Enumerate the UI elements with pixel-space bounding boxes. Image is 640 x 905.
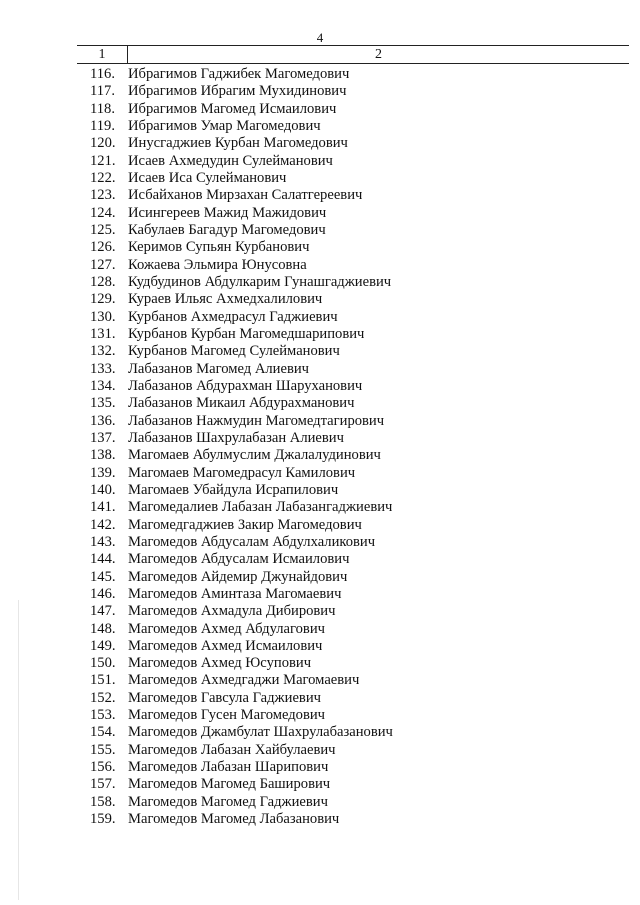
list-item-number: 119. — [90, 117, 115, 134]
list-item-name: Курбанов Ахмедрасул Гаджиевич — [128, 308, 338, 325]
list-item-name: Ибрагимов Гаджибек Магомедович — [128, 66, 350, 82]
list-item-name: Курбанов Магомед Сулейманович — [128, 343, 340, 360]
list-item-name: Магомедов Абдусалам Абдулхаликович — [128, 533, 376, 550]
list-item-name: Магомедов Айдемир Джунайдович — [128, 568, 348, 585]
list-item-number: 148. — [90, 620, 116, 637]
list-item — [77, 395, 629, 412]
list-item — [77, 482, 629, 499]
list-item — [77, 690, 629, 707]
list-item-number: 126. — [90, 239, 116, 256]
list-item — [77, 499, 629, 516]
list-item-number: 145. — [90, 568, 116, 585]
list-item-number: 131. — [90, 325, 116, 342]
list-item — [77, 378, 629, 395]
list-item-number: 142. — [90, 516, 116, 533]
list-item-name: Магомедов Магомед Лабазанович — [128, 811, 340, 828]
list-item-name: Ибрагимов Умар Магомедович — [128, 117, 321, 134]
list-item-number: 153. — [90, 707, 116, 724]
list-item — [77, 586, 629, 603]
list-item-name: Керимов Супьян Курбанович — [128, 239, 310, 256]
list-item-number: 124. — [90, 204, 116, 221]
list-item-name: Магомаев Убайдула Исрапилович — [128, 481, 339, 498]
list-item — [77, 361, 629, 378]
list-item-number: 146. — [90, 585, 116, 602]
list-item-number: 127. — [90, 256, 116, 273]
list-item — [77, 569, 629, 586]
list-item — [77, 672, 629, 689]
list-item — [77, 759, 629, 776]
list-item-name: Магомедов Аминтаза Магомаевич — [128, 585, 342, 602]
list-item-number: 125. — [90, 221, 116, 238]
list-item-number: 134. — [90, 377, 116, 394]
list-item-number: 123. — [90, 187, 116, 204]
list-item — [77, 239, 629, 256]
list-item-number: 116. — [90, 66, 115, 82]
list-item-name: Магомедов Абдусалам Исмаилович — [128, 551, 350, 568]
list-item — [77, 326, 629, 343]
list-item-number: 118. — [90, 100, 115, 117]
list-item-number: 141. — [90, 499, 116, 516]
list-item — [77, 170, 629, 187]
list-item-name: Магомаев Абулмуслим Джалалудинович — [128, 447, 381, 464]
list-item — [77, 465, 629, 482]
list-item-number: 149. — [90, 637, 116, 654]
list-item-number: 138. — [90, 447, 116, 464]
list-item-name: Магомедов Ахмед Абдулагович — [128, 620, 325, 637]
list-item-name: Магомедгаджиев Закир Магомедович — [128, 516, 362, 533]
list-item-number: 154. — [90, 724, 116, 741]
list-item-number: 129. — [90, 291, 116, 308]
list-item — [77, 776, 629, 793]
list-item — [77, 187, 629, 204]
list-item-name: Магомедалиев Лабазан Лабазангаджиевич — [128, 499, 393, 516]
list-item — [77, 707, 629, 724]
list-item-name: Ибрагимов Ибрагим Мухидинович — [128, 83, 347, 100]
list-item — [77, 413, 629, 430]
list-item-name: Магомедов Лабазан Хайбулаевич — [128, 741, 336, 758]
list-item-number: 136. — [90, 412, 116, 429]
table-header — [77, 45, 629, 64]
list-item-name: Ибрагимов Магомед Исмаилович — [128, 100, 337, 117]
list-item — [77, 811, 629, 828]
list-item — [77, 274, 629, 291]
list-item-name: Исингереев Мажид Мажидович — [128, 204, 327, 221]
list-item-number: 133. — [90, 360, 116, 377]
list-item-number: 156. — [90, 759, 116, 776]
list-item-number: 130. — [90, 308, 116, 325]
list-item-number: 150. — [90, 655, 116, 672]
list-item-name: Магомедов Магомед Баширович — [128, 776, 331, 793]
list-item-number: 144. — [90, 551, 116, 568]
list-item — [77, 153, 629, 170]
list-item-name: Магомедов Гусен Магомедович — [128, 707, 326, 724]
list-item — [77, 603, 629, 620]
list-item — [77, 309, 629, 326]
list-item — [77, 724, 629, 741]
list-item-number: 158. — [90, 793, 116, 810]
list-item — [77, 742, 629, 759]
list-item — [77, 118, 629, 135]
list-item — [77, 534, 629, 551]
list-item — [77, 205, 629, 222]
list-item-name: Лабазанов Абдурахман Шаруханович — [128, 377, 363, 394]
list-item-number: 135. — [90, 395, 116, 412]
list-item-number: 143. — [90, 533, 116, 550]
column-header-name: 2 — [375, 47, 382, 62]
list-item — [77, 101, 629, 118]
list-item — [77, 551, 629, 568]
list-item-number: 137. — [90, 429, 116, 446]
list-item-number: 151. — [90, 672, 116, 689]
list-item — [77, 430, 629, 447]
list-item-number: 140. — [90, 481, 116, 498]
list-item-name: Исбайханов Мирзахан Салатгереевич — [128, 187, 363, 204]
list-item-name: Лабазанов Нажмудин Магомедтагирович — [128, 412, 385, 429]
scan-margin-line — [18, 600, 19, 900]
list-item-name: Магомедов Ахмед Юсупович — [128, 655, 312, 672]
list-item-number: 147. — [90, 603, 116, 620]
list-item-name: Исаев Ахмедудин Сулейманович — [128, 152, 333, 169]
list-item-number: 128. — [90, 273, 116, 290]
list-item — [77, 135, 629, 152]
list-item — [77, 655, 629, 672]
list-item — [77, 638, 629, 655]
list-item-number: 117. — [90, 83, 115, 100]
list-item-name: Кудбудинов Абдулкарим Гунашгаджиевич — [128, 273, 392, 290]
list-item-name: Магомедов Гавсула Гаджиевич — [128, 689, 321, 706]
list-item — [77, 517, 629, 534]
list-item-number: 152. — [90, 689, 116, 706]
page-number: 4 — [316, 30, 324, 45]
list-item-number: 157. — [90, 776, 116, 793]
column-header-number: 1 — [77, 46, 128, 63]
list-item — [77, 621, 629, 638]
list-item-number: 132. — [90, 343, 116, 360]
list-item — [77, 66, 629, 83]
list-item-name: Магомаев Магомедрасул Камилович — [128, 464, 356, 481]
list-item-name: Магомедов Магомед Гаджиевич — [128, 793, 328, 810]
list-item-name: Лабазанов Магомед Алиевич — [128, 360, 310, 377]
name-list — [77, 66, 629, 828]
list-item — [77, 83, 629, 100]
list-item-name: Кабулаев Багадур Магомедович — [128, 221, 326, 238]
list-item — [77, 291, 629, 308]
list-item-name: Лабазанов Микаил Абдурахманович — [128, 395, 355, 412]
list-item-number: 120. — [90, 135, 116, 152]
list-item-name: Магомедов Лабазан Шарипович — [128, 759, 329, 776]
list-item-name: Исаев Иса Сулейманович — [128, 169, 287, 186]
list-item — [77, 343, 629, 360]
list-item-name: Магомедов Ахмедгаджи Магомаевич — [128, 672, 360, 689]
list-item — [77, 794, 629, 811]
list-item — [77, 222, 629, 239]
list-item-name: Лабазанов Шахрулабазан Алиевич — [128, 429, 344, 446]
list-item-name: Курбанов Курбан Магомедшарипович — [128, 325, 365, 342]
list-item-number: 155. — [90, 741, 116, 758]
list-item-number: 159. — [90, 811, 116, 828]
list-item-name: Кожаева Эльмира Юнусовна — [128, 256, 307, 273]
list-item-name: Инусгаджиев Курбан Магомедович — [128, 135, 348, 152]
list-item-number: 122. — [90, 169, 116, 186]
list-item-number: 139. — [90, 464, 116, 481]
list-item-name: Магомедов Ахмед Исмаилович — [128, 637, 323, 654]
list-item-name: Кураев Ильяс Ахмедхалилович — [128, 291, 323, 308]
list-item-name: Магомедов Джамбулат Шахрулабазанович — [128, 724, 393, 741]
list-item-number: 121. — [90, 152, 116, 169]
list-item-name: Магомедов Ахмадула Дибирович — [128, 603, 336, 620]
list-item — [77, 447, 629, 464]
list-item — [77, 257, 629, 274]
